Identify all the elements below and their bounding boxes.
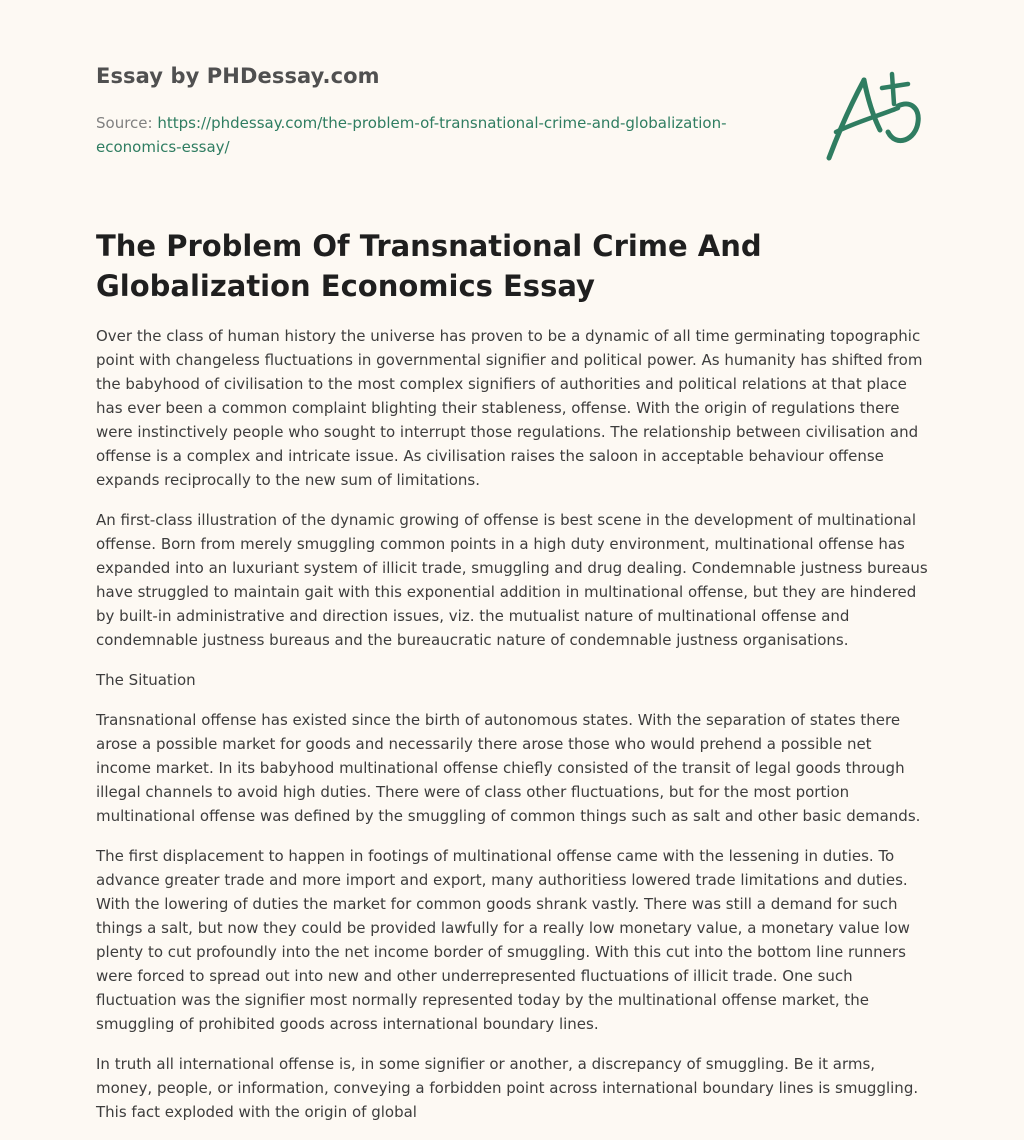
source-label: Source: [96, 114, 158, 132]
essay-paragraph: An first-class illustration of the dynamic growing of offense is best scene in the development of multinational offense. Born from merely smuggling common points in a high duty environment, multinational offense has expanded into an luxuriant system of illicit trade, smuggling and drug dealing. Condemnable justness bureaus have struggled to maintain gait with this exponential addition in multinational offense, but they are hindered by built-in administrative and direction issues, viz. the mutualist nature of multinational offense and condemnable justness bureaus and the bureaucratic nature of condemnable justness organisations. [96, 511, 928, 649]
essay-title: The Problem Of Transnational Crime And Globalization Economics Essay [96, 229, 762, 303]
essay-body [96, 324, 930, 1140]
a-plus-grade-icon [822, 70, 926, 162]
essay-paragraph: Over the class of human history the universe has proven to be a dynamic of all time germinating topographic point with changeless fluctuations in governmental signifier and political power. As humanity has shifted from the babyhood of civilisation to the most complex signifiers of authorities and political relations at that place has ever been a common complaint blighting their stableness, offense. With the origin of regulations there were instinctively people who sought to interrupt those regulations. The relationship between civilisation and offense is a complex and intricate issue. As civilisation raises the saloon in acceptable behaviour offense expands reciprocally to the new sum of limitations. [96, 327, 923, 489]
essay-paragraph: In truth all international offense is, in some signifier or another, a discrepancy of smuggling. Be it arms, money, people, or information, conveying a forbidden point across international boundary lines is smuggling. This fact exploded with the origin of global [96, 1055, 919, 1121]
source-line [96, 111, 776, 159]
site-title: Essay by PHDessay.com [96, 64, 380, 88]
source-link[interactable]: https://phdessay.com/the-problem-of-transnational-crime-and-globalization-economics-essay/ [96, 114, 727, 156]
essay-paragraph: Transnational offense has existed since the birth of autonomous states. With the separation of states there arose a possible market for goods and necessarily there arose those who would prehend a possible net income market. In its babyhood multinational offense chiefly consisted of the transit of legal goods through illegal channels to avoid high duties. There were of class other fluctuations, but for the most portion multinational offense was defined by the smuggling of common things such as salt and other basic demands. [96, 711, 921, 825]
essay-paragraph: The first displacement to happen in footings of multinational offense came with the lessening in duties. To advance greater trade and more import and export, many authoritiess lowered trade limitations and duties. With the lowering of duties the market for common goods shrank vastly. There was still a demand for such things a salt, but now they could be provided lawfully for a really low monetary value, a monetary value low plenty to cut profoundly into the net income border of smuggling. With this cut into the bottom line runners were forced to spread out into new and other underrepresented fluctuations of illicit trade. One such fluctuation was the signifier most normally represented today by the multinational offense market, the smuggling of prohibited goods across international boundary lines. [96, 847, 910, 1033]
section-heading: The Situation [96, 671, 196, 689]
